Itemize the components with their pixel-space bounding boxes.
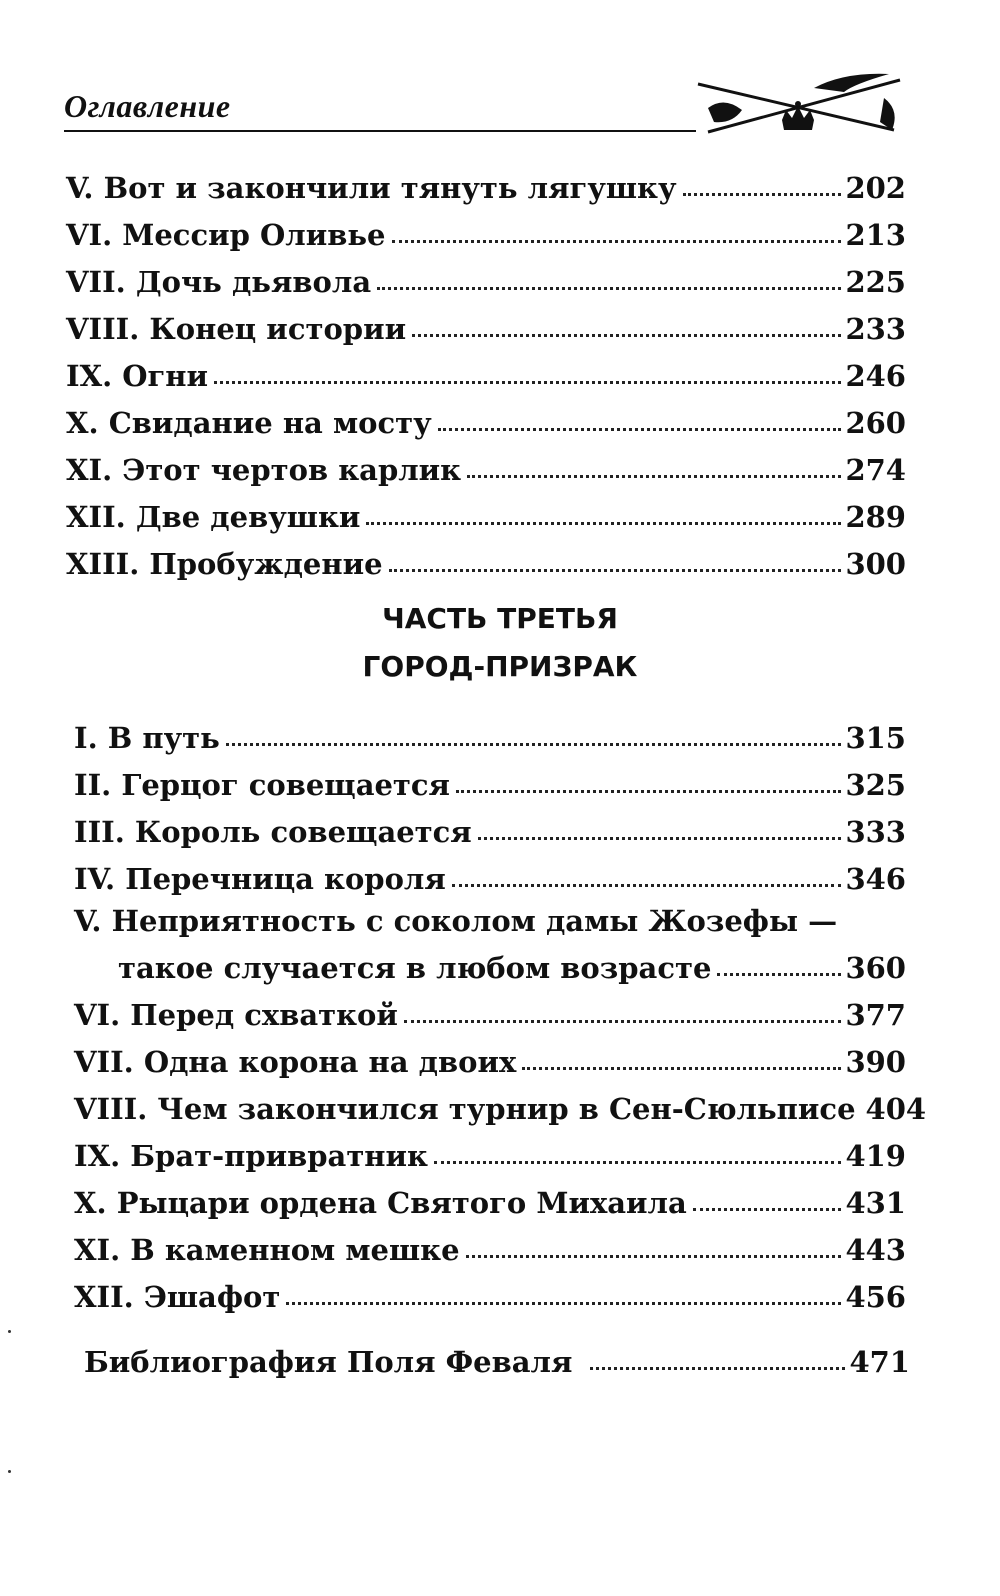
toc-page: 325 [845, 768, 906, 802]
toc-row[interactable] [66, 299, 906, 346]
part-heading-line1: ЧАСТЬ ТРЕТЬЯ [382, 602, 618, 635]
toc-page: 315 [845, 721, 906, 755]
toc-page: 225 [845, 265, 906, 299]
toc-row[interactable] [74, 1126, 906, 1173]
toc-label: VI. Перед схваткой [74, 998, 398, 1032]
toc-label-continuation: такое случается в любом возрасте [118, 951, 712, 985]
toc-page: 456 [845, 1280, 906, 1314]
toc-page: 390 [845, 1045, 906, 1079]
dot-leader [522, 1067, 841, 1070]
scan-speck [8, 1330, 11, 1333]
dot-leader [693, 1208, 842, 1211]
dot-leader [214, 381, 841, 384]
toc-part-three [74, 708, 927, 1314]
toc-page: 346 [845, 862, 906, 896]
toc-row[interactable] [74, 708, 906, 755]
toc-page: 360 [845, 951, 906, 985]
toc-page: 431 [845, 1186, 906, 1220]
toc-page: 274 [845, 453, 906, 487]
toc-page: 404 [865, 1092, 927, 1126]
toc-label: III. Король совещается [74, 815, 472, 849]
toc-row[interactable] [74, 1079, 927, 1126]
toc-label: VI. Мессир Оливье [66, 218, 386, 252]
toc-page: 333 [845, 815, 906, 849]
toc-label: Библиография Поля Феваля [84, 1345, 573, 1379]
toc-label: IV. Перечница короля [74, 862, 446, 896]
dot-leader [478, 837, 842, 840]
dot-leader [434, 1161, 841, 1164]
toc-row[interactable] [74, 985, 906, 1032]
toc-row[interactable] [74, 1032, 906, 1079]
toc-label: IX. Огни [66, 359, 209, 393]
toc-page: 289 [845, 500, 906, 534]
toc-row-first-line[interactable] [74, 896, 906, 938]
dot-leader [392, 240, 842, 243]
toc-page: 246 [845, 359, 906, 393]
toc-label: VII. Дочь дьявола [66, 265, 372, 299]
dot-leader [366, 522, 841, 525]
dot-leader [590, 1367, 845, 1370]
dot-leader [286, 1302, 841, 1305]
toc-row[interactable] [74, 1173, 906, 1220]
toc-row[interactable] [66, 534, 906, 581]
dot-leader [456, 790, 841, 793]
toc-label: VII. Одна корона на двоих [74, 1045, 517, 1079]
header-title: Оглавление [64, 88, 231, 124]
toc-row[interactable] [74, 802, 906, 849]
page-header [64, 70, 904, 140]
dot-leader [438, 428, 842, 431]
toc-label: X. Рыцари ордена Святого Михаила [74, 1186, 687, 1220]
toc-label: VIII. Чем закончился турнир в Сен-Сюльписе [74, 1092, 856, 1126]
dot-leader [467, 475, 841, 478]
toc-part-two-end [66, 158, 906, 581]
toc-label: XII. Эшафот [74, 1280, 281, 1314]
dot-leader [377, 287, 841, 290]
dot-leader [412, 334, 841, 337]
toc-label: XIII. Пробуждение [66, 547, 383, 581]
toc-row[interactable] [74, 755, 906, 802]
toc-row[interactable] [66, 205, 906, 252]
toc-row[interactable] [66, 158, 906, 205]
toc-page: 471 [849, 1345, 910, 1379]
dot-leader [389, 569, 842, 572]
dot-leader [683, 193, 842, 196]
toc-page: 260 [845, 406, 906, 440]
toc-page: 233 [845, 312, 906, 346]
toc-label: XII. Две девушки [66, 500, 361, 534]
toc-label: V. Вот и закончили тянуть лягушку [66, 171, 677, 205]
toc-page: 443 [845, 1233, 906, 1267]
toc-label: XI. В каменном мешке [74, 1233, 460, 1267]
toc-page: 419 [845, 1139, 906, 1173]
toc-label: V. Неприятность с соколом дамы Жозефы — [74, 904, 838, 938]
dot-leader [452, 884, 842, 887]
toc-page: 300 [845, 547, 906, 581]
toc-row[interactable] [66, 252, 906, 299]
dot-leader [404, 1020, 842, 1023]
toc-label: VIII. Конец истории [66, 312, 407, 346]
dot-leader [717, 973, 841, 976]
toc-row-continuation[interactable] [74, 938, 906, 985]
toc-page: 202 [845, 171, 906, 205]
toc-row[interactable] [66, 440, 906, 487]
toc-row[interactable] [66, 487, 906, 534]
dot-leader [226, 743, 842, 746]
toc-row[interactable] [84, 1332, 910, 1379]
toc-row[interactable] [66, 393, 906, 440]
header-rule [64, 130, 696, 132]
toc-bibliography [84, 1332, 910, 1379]
crossed-swords-crown-icon [694, 70, 904, 140]
part-heading-line2: ГОРОД-ПРИЗРАК [362, 650, 638, 683]
toc-label: XI. Этот чертов карлик [66, 453, 462, 487]
toc-label: I. В путь [74, 721, 220, 755]
toc-label: II. Герцог совещается [74, 768, 450, 802]
toc-label: X. Свидание на мосту [66, 406, 432, 440]
scan-speck [8, 1470, 11, 1473]
toc-row[interactable] [74, 1267, 906, 1314]
toc-page: 377 [845, 998, 906, 1032]
toc-row[interactable] [66, 346, 906, 393]
toc-label: IX. Брат-привратник [74, 1139, 428, 1173]
dot-leader [466, 1255, 842, 1258]
toc-row[interactable] [74, 849, 906, 896]
toc-page: 213 [845, 218, 906, 252]
toc-row[interactable] [74, 1220, 906, 1267]
